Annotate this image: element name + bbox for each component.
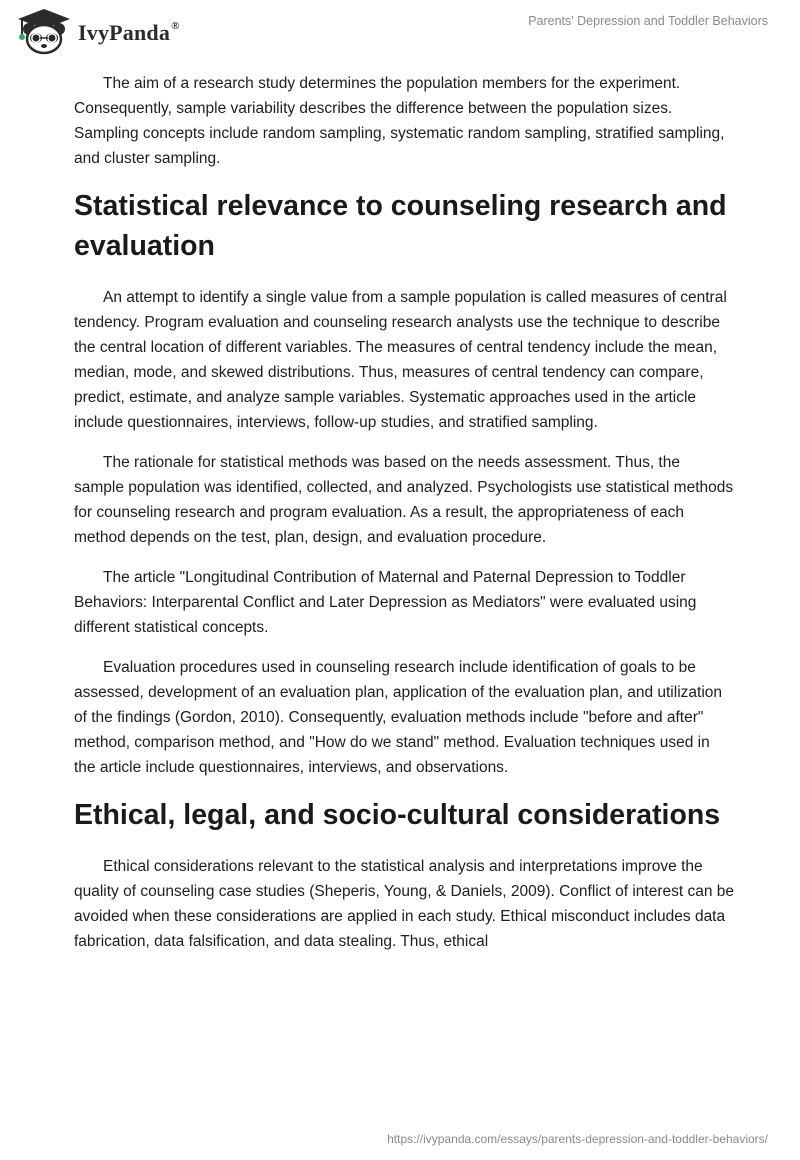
essay-body: [74, 71, 734, 969]
panda-graduate-icon: [14, 7, 74, 57]
paragraph-ethical: Ethical considerations relevant to the statistical analysis and interpretations improve the quality of counseling case studies (Sheperis, Young, & Daniels, 2009). Conflict of interest can be avoided when these considerations are applied in each study. Ethical misconduct includes data fabrication, data falsification, and data stealing. Thus, ethical: [74, 858, 735, 950]
heading-statistical-relevance: Statistical relevance to counseling research and evaluation: [74, 190, 727, 262]
paragraph-rationale: The rationale for statistical methods was based on the needs assessment. Thus, the sample population was identified, collected, and analyzed. Psychologists use statistical methods for counseling research and program evaluation. As a result, the appropriateness of each method depends on the test, plan, design, and evaluation procedure.: [74, 454, 734, 546]
paragraph-evaluation: Evaluation procedures used in counseling research include identification of goals to be assessed, development of an evaluation plan, application of the evaluation plan, and utilization of the findings (Gordon, 2010). Consequently, evaluation methods include "before and after" method, comparison method, and "How do we stand" method. Evaluation techniques used in the article include questionnaires, interviews, and observations.: [74, 659, 723, 776]
source-url[interactable]: https://ivypanda.com/essays/parents-depression-and-toddler-behaviors/: [387, 1132, 768, 1146]
page-header: [0, 0, 800, 64]
paragraph-sampling: The aim of a research study determines the population members for the experiment. Consequently, sample variability describes the difference between the population sizes. Sampling concepts include random sampling, systematic random sampling, stratified sampling, and cluster sampling.: [74, 75, 725, 167]
ivypanda-logo[interactable]: [14, 7, 180, 57]
paragraph-central-tendency: An attempt to identify a single value from a sample population is called measures of central tendency. Program evaluation and counseling research analysts use the technique to describe the central location of different variables. The measures of central tendency include the mean, median, mode, and skewed distributions. Thus, measures of central tendency can compare, predict, estimate, and analyze sample variables. Systematic approaches used in the article include questionnaires, interviews, follow-up studies, and stratified sampling.: [74, 289, 727, 431]
paragraph-article: The article "Longitudinal Contribution of Maternal and Paternal Depression to Toddler Behaviors: Interparental Conflict and Later Depression as Mediators" were evaluated using different statistical concepts.: [74, 569, 697, 636]
document-title: Parents' Depression and Toddler Behaviors: [528, 14, 768, 28]
registered-mark: ®: [171, 19, 180, 32]
heading-ethical-considerations: Ethical, legal, and socio-cultural considerations: [74, 799, 721, 831]
brand-name: IvyPanda®: [78, 19, 180, 45]
